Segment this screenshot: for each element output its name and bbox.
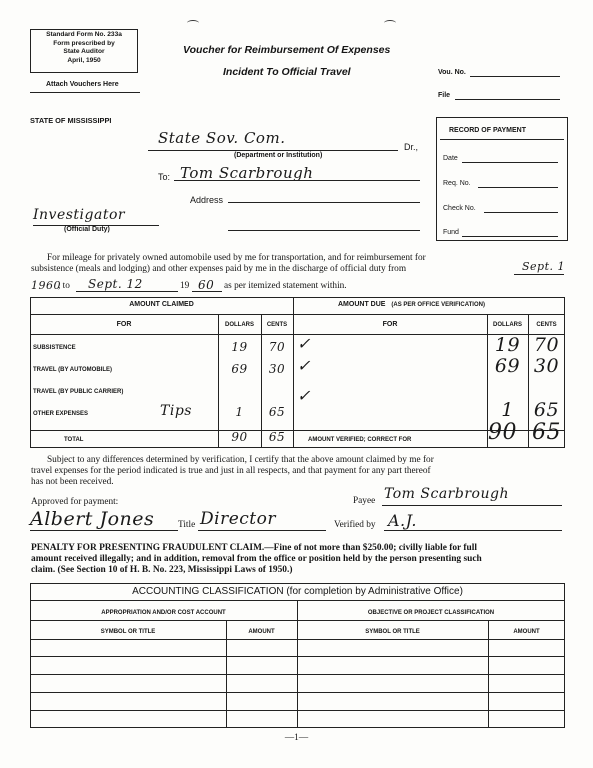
accounting-row-rule (30, 656, 565, 657)
row-label: OTHER EXPENSES (33, 411, 89, 417)
table-divider-main (293, 297, 294, 448)
claimed-for-head: FOR (116, 321, 132, 328)
official-duty-value: Investigator (33, 207, 126, 223)
penalty-line-3: claim. (See Section 10 of H. B. No. 223, Mississippi Laws of 1950.) (31, 565, 293, 575)
check-mark-icon: ✓ (297, 334, 311, 353)
row-verified-cents: 30 (533, 355, 560, 377)
due-cents-head: CENTS (536, 322, 557, 328)
accounting-title: ACCOUNTING CLASSIFICATION (for completion by Administrative Office) (132, 586, 463, 597)
row-label: SUBSISTENCE (33, 345, 76, 351)
form-subtitle: Incident To Official Travel (223, 66, 351, 78)
address-line-2 (228, 230, 420, 231)
to-year-value: 60 (198, 278, 215, 292)
total-cents: 65 (268, 430, 286, 444)
row-cents: 70 (268, 340, 286, 354)
claimed-cents-head: CENTS (266, 322, 288, 328)
due-for-head: FOR (382, 321, 398, 328)
row-dollars: 1 (235, 405, 244, 419)
vou-no-line (470, 76, 560, 77)
std-form-line: State Auditor (63, 48, 105, 55)
to-label-text: , to (58, 281, 70, 291)
standard-form-text (32, 31, 136, 65)
record-of-payment-box (436, 117, 568, 241)
approved-label: Approved for payment: (31, 497, 119, 507)
verified-correct-label: AMOUNT VERIFIED; CORRECT FOR (308, 437, 412, 443)
total-verified-dollars: 90 (488, 420, 517, 445)
punch-mark-right (384, 20, 396, 26)
state-label: STATE OF MISSISSIPPI (30, 116, 112, 125)
department-line (148, 150, 398, 151)
record-req-label: Req. No. (443, 180, 471, 187)
std-form-line: Form prescribed by (53, 39, 115, 47)
approver-line (30, 530, 178, 531)
record-req-line (478, 187, 558, 188)
from-date-value: Sept. 1 (522, 260, 565, 273)
to-date-value: Sept. 12 (88, 277, 143, 291)
verified-by-label: Verified by (334, 520, 376, 530)
due-header (338, 301, 485, 308)
std-form-line: Standard Form No. 233a (46, 31, 122, 38)
record-date-label: Date (443, 155, 458, 162)
title-line (198, 530, 326, 531)
row-cents: 30 (268, 362, 286, 376)
attach-rule (30, 92, 140, 93)
table-header-rule (30, 314, 565, 315)
record-title: RECORD OF PAYMENT (449, 127, 527, 134)
penalty-line-2: amount received illegally; and in addition, removal from the office or position held by the person presenting such (31, 554, 482, 564)
punch-mark-left (187, 20, 199, 26)
record-fund-line (462, 236, 558, 237)
table-col-claimed-dollars (218, 314, 219, 448)
title-label: Title (178, 520, 196, 530)
right-amount-head: AMOUNT (513, 629, 540, 635)
claimed-dollars-head: DOLLARS (225, 322, 254, 328)
row-label: TRAVEL (BY PUBLIC CARRIER) (33, 389, 124, 395)
to-line (174, 180, 420, 181)
total-dollars: 90 (231, 430, 248, 444)
title-value: Director (200, 509, 276, 529)
due-header-note: (AS PER OFFICE VERIFICATION) (391, 302, 485, 308)
table-col-claimed-cents (261, 314, 262, 448)
statement-line-1: For mileage for privately owned automobile used by me for transportation, and for reimbursement for (47, 253, 426, 263)
statement-line-2: subsistence (meals and lodging) and other expenses paid by me in the discharge of official duty from (31, 264, 407, 274)
std-form-line: April, 1950 (67, 56, 101, 64)
to-value: Tom Scarbrough (180, 164, 314, 182)
payee-line (382, 505, 562, 506)
address-line (228, 202, 420, 203)
penalty-line-1: PENALTY FOR PRESENTING FRAUDULENT CLAIM.—Fine of not more than $250.00; civilly liable for full (31, 543, 477, 553)
verifier-signature: A.J. (388, 511, 417, 530)
from-year-value: 60 (46, 279, 61, 292)
row-verified-dollars: 69 (494, 355, 521, 377)
left-symbol-head: SYMBOL OR TITLE (100, 629, 156, 635)
department-caption: (Department or Institution) (234, 152, 323, 159)
file-line (455, 99, 560, 100)
to-year-prefix: 19 (180, 281, 190, 291)
cert-line-2: travel expenses for the period indicated is true and just in all respects, and that payment for any part thereof (31, 466, 431, 476)
due-header-label: AMOUNT DUE (338, 301, 386, 308)
to-year-line (192, 291, 222, 292)
statement-line-3: as per itemized statement within. (224, 281, 347, 291)
accounting-row-rule (30, 639, 565, 640)
to-date-line (76, 291, 178, 292)
row-note: Tips (160, 403, 192, 419)
record-fund-label: Fund (443, 229, 459, 236)
cert-line-1: Subject to any differences determined by verification, I certify that the above amount claimed by me for (47, 455, 434, 465)
payee-signature: Tom Scarbrough (384, 486, 509, 502)
verifier-line (384, 530, 562, 531)
file-label: File (438, 92, 451, 99)
appropriation-header: APPROPRIATION AND/OR COST ACCOUNT (101, 610, 226, 616)
attach-vouchers-label: Attach Vouchers Here (46, 81, 119, 88)
approver-signature: Albert Jones (30, 508, 155, 530)
row-verified-dollars: 19 (494, 334, 521, 356)
address-label: Address (190, 195, 224, 205)
record-date-line (462, 162, 558, 163)
dr-label: Dr., (404, 142, 419, 152)
total-label: TOTAL (64, 437, 84, 443)
row-verified-cents: 70 (533, 334, 560, 356)
row-dollars: 19 (231, 340, 248, 354)
accounting-row-rule (30, 710, 565, 711)
right-symbol-head: SYMBOL OR TITLE (365, 629, 420, 635)
objective-header: OBJECTIVE OR PROJECT CLASSIFICATION (367, 610, 495, 616)
claimed-header: AMOUNT CLAIMED (129, 301, 194, 308)
row-verified-cents: 65 (533, 399, 560, 421)
vou-no-label: Vou. No. (438, 69, 466, 76)
to-label: To: (158, 172, 171, 182)
accounting-subhead-rule (30, 620, 565, 621)
record-check-label: Check No. (443, 205, 476, 212)
row-label: TRAVEL (BY AUTOMOBILE) (33, 367, 113, 373)
row-cents: 65 (268, 405, 286, 419)
official-duty-caption: (Official Duty) (64, 226, 110, 233)
accounting-row-rule (30, 692, 565, 693)
row-verified-dollars: 1 (501, 399, 514, 421)
check-mark-icon: ✓ (297, 386, 311, 405)
row-dollars: 69 (231, 362, 248, 376)
record-check-line (484, 212, 558, 213)
due-dollars-head: DOLLARS (493, 322, 522, 328)
form-title: Voucher for Reimbursement Of Expenses (183, 44, 391, 56)
page-number: —1— (284, 733, 309, 743)
department-value: State Sov. Com. (158, 129, 286, 147)
accounting-row-rule (30, 674, 565, 675)
cert-line-3: has not been received. (31, 477, 114, 487)
total-verified-cents: 65 (532, 420, 561, 445)
left-amount-head: AMOUNT (248, 629, 275, 635)
from-date-line (514, 274, 564, 275)
from-year-start: 1960 (31, 279, 61, 292)
check-mark-icon: ✓ (297, 356, 311, 375)
payee-label: Payee (353, 496, 376, 506)
record-title-rule (440, 139, 564, 140)
